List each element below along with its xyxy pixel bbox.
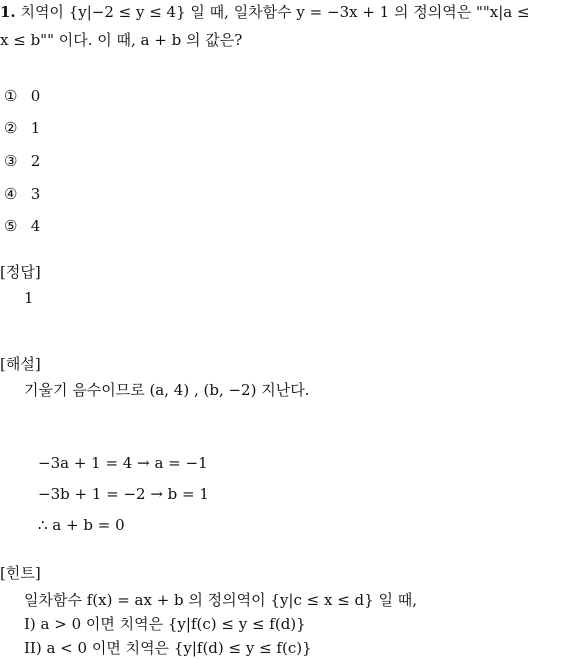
answer-heading: [정답] bbox=[0, 263, 41, 281]
explanation-step-3: ∴ a + b = 0 bbox=[38, 516, 125, 534]
choice-4[interactable] bbox=[4, 184, 40, 204]
choice-5-text: 4 bbox=[30, 217, 41, 235]
choice-3-text: 2 bbox=[30, 152, 41, 170]
question-text-line-1: 치역이 {y|−2 ≤ y ≤ 4} 일 때, 일차함수 y = −3x + 1 의 정의역은 ""x|a ≤ bbox=[20, 3, 530, 21]
question-number: 1. bbox=[0, 3, 16, 21]
question-line-1 bbox=[0, 2, 530, 22]
choice-3-mark: ③ bbox=[4, 152, 18, 170]
explanation-step-2: −3b + 1 = −2 → b = 1 bbox=[38, 485, 209, 503]
choice-1-text: 0 bbox=[30, 87, 41, 105]
hint-case-2: II) a < 0 이면 치역은 {y|f(d) ≤ y ≤ f(c)} bbox=[24, 639, 312, 657]
answer-value: 1 bbox=[24, 289, 34, 307]
choice-3[interactable] bbox=[4, 151, 40, 171]
hint-heading: [힌트] bbox=[0, 564, 41, 582]
choice-4-text: 3 bbox=[30, 185, 41, 203]
choice-4-mark: ④ bbox=[4, 185, 18, 203]
hint-line-1: 일차함수 f(x) = ax + b 의 정의역이 {y|c ≤ x ≤ d} 일 때, bbox=[24, 591, 417, 609]
explanation-heading: [해설] bbox=[0, 355, 41, 373]
choice-2-mark: ② bbox=[4, 119, 18, 137]
explanation-intro: 기울기 음수이므로 (a, 4) , (b, −2) 지난다. bbox=[24, 381, 310, 399]
choice-1-mark: ① bbox=[4, 87, 18, 105]
choice-5-mark: ⑤ bbox=[4, 217, 18, 235]
choice-2-text: 1 bbox=[30, 119, 41, 137]
choice-1[interactable] bbox=[4, 86, 40, 106]
choice-2[interactable] bbox=[4, 118, 40, 138]
question-text-line-2: x ≤ b"" 이다. 이 때, a + b 의 값은? bbox=[0, 31, 243, 49]
choice-5[interactable] bbox=[4, 216, 40, 236]
hint-case-1: I) a > 0 이면 치역은 {y|f(c) ≤ y ≤ f(d)} bbox=[24, 615, 306, 633]
explanation-step-1: −3a + 1 = 4 → a = −1 bbox=[38, 454, 208, 472]
